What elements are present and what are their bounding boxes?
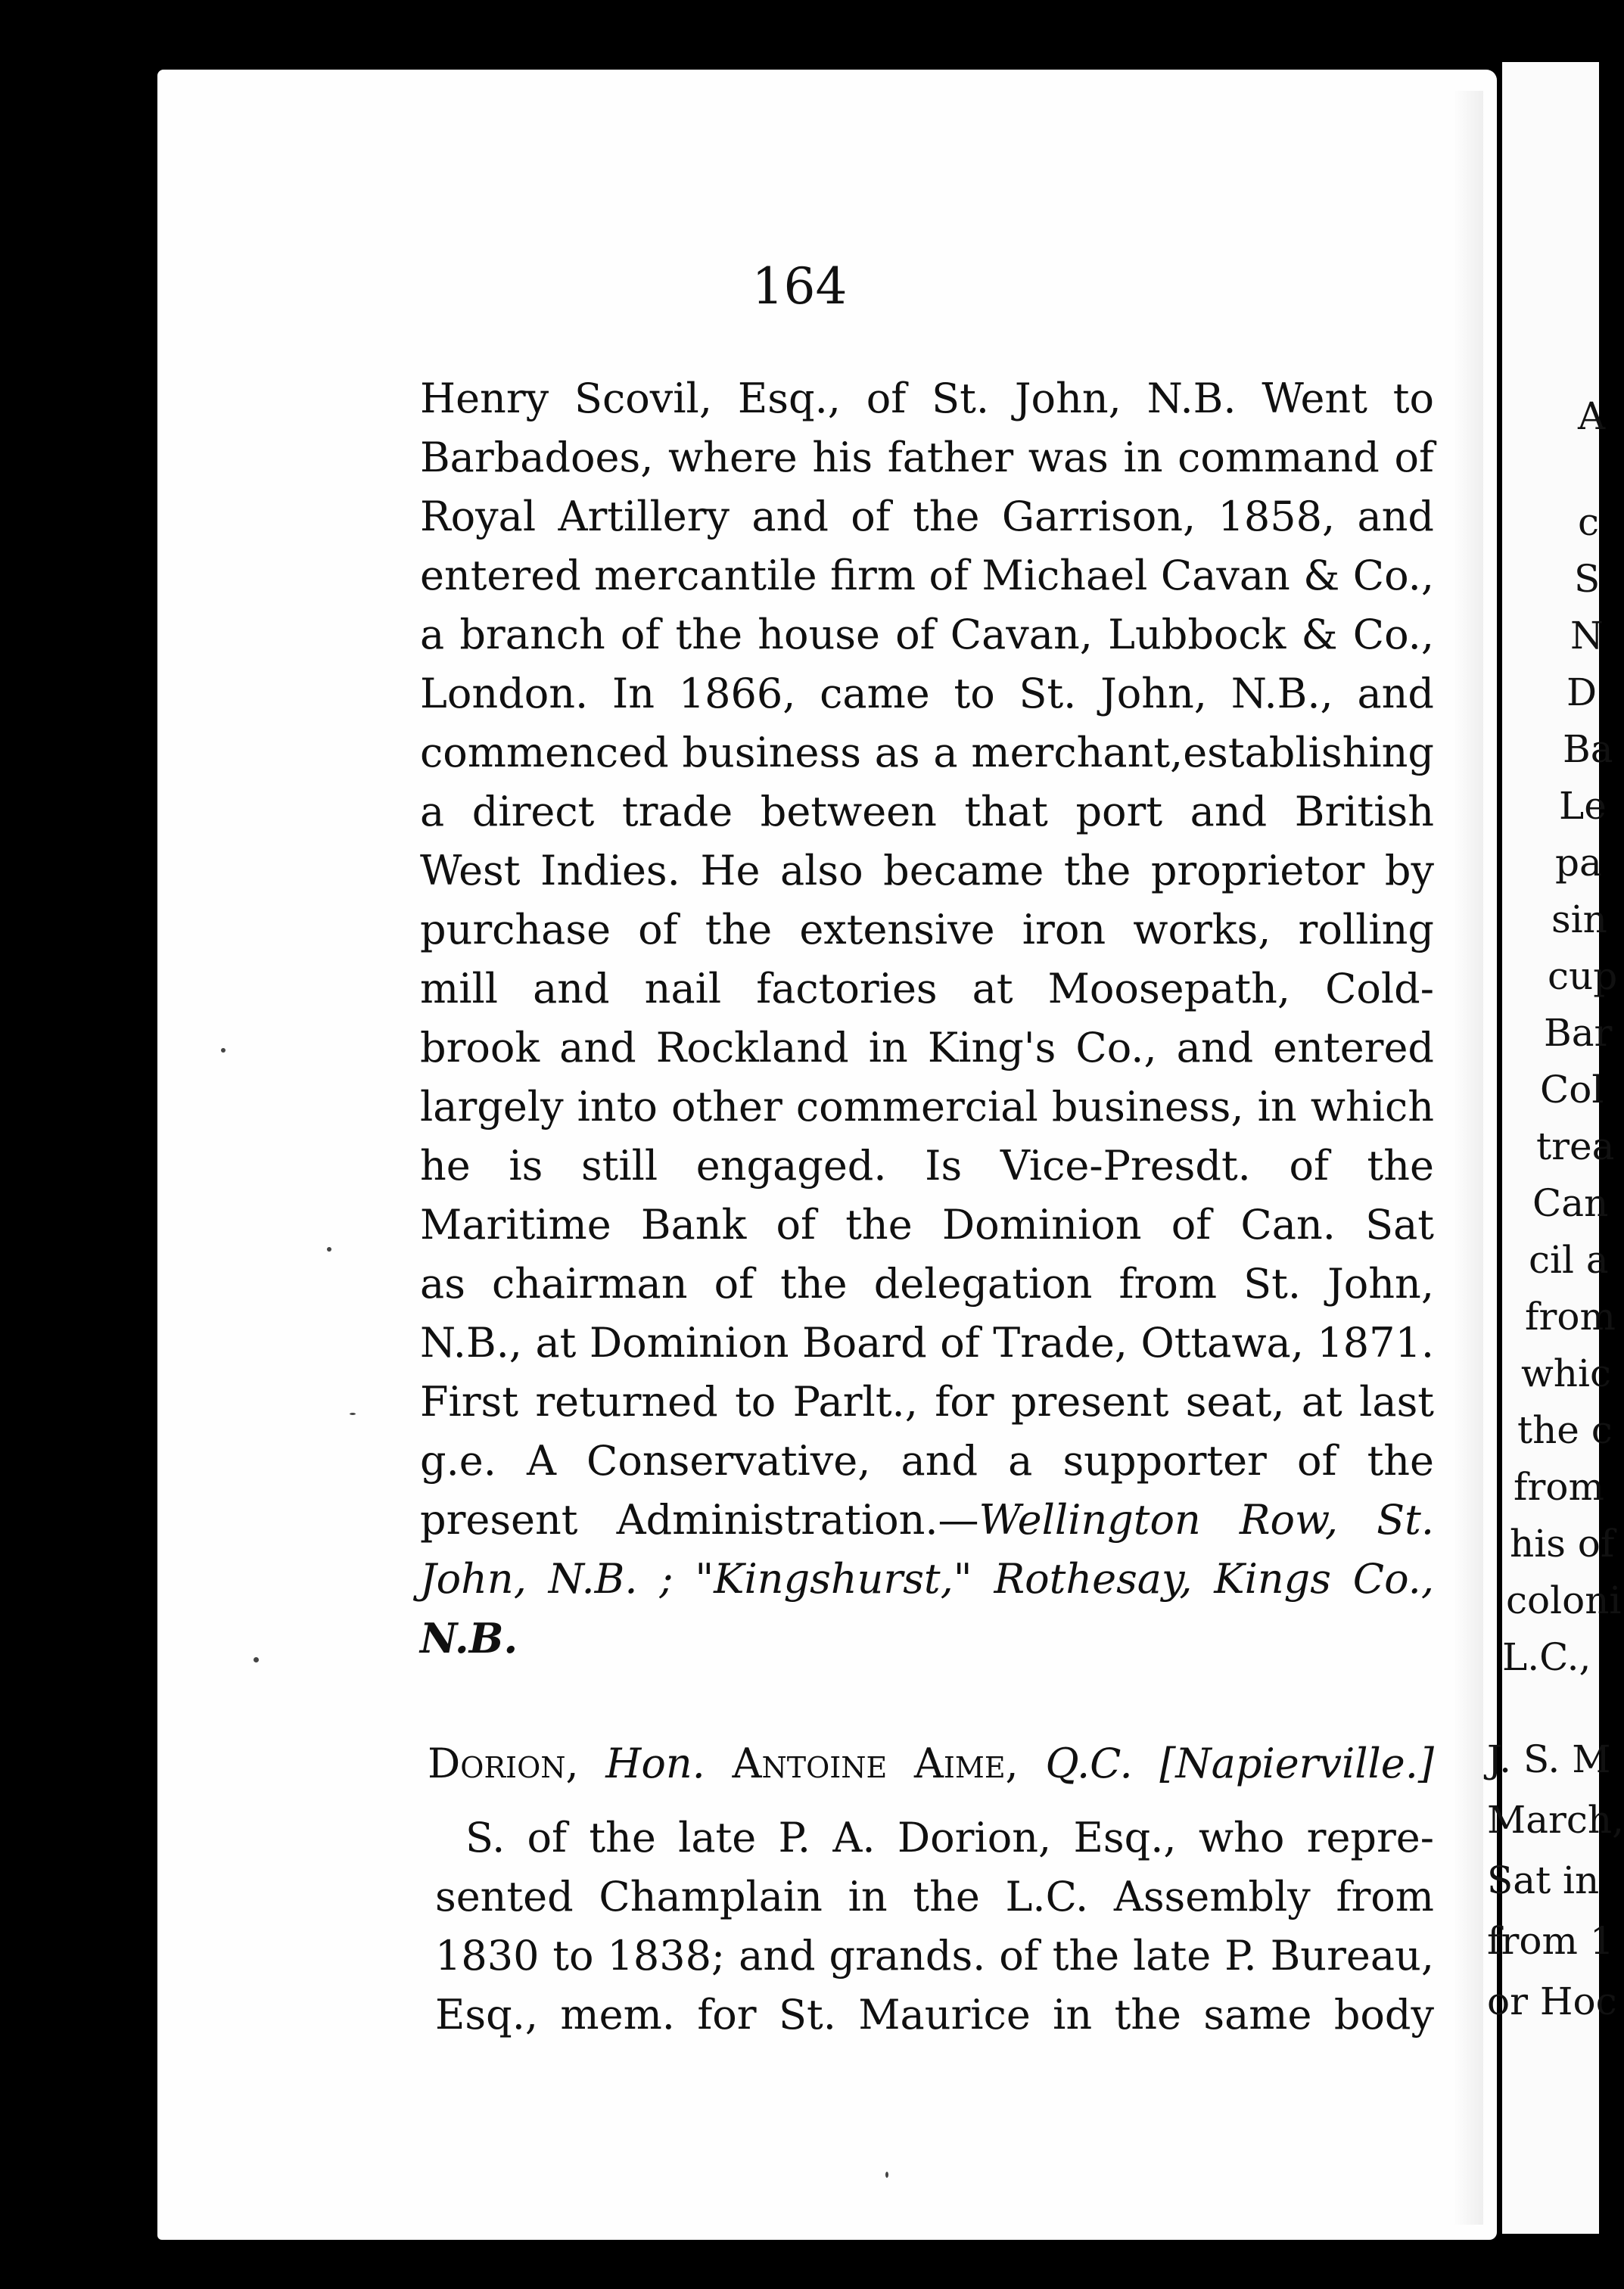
- text-line: West Indies. He also became the proprietor by: [420, 847, 1434, 894]
- address-italic: Wellington Row, St.: [978, 1496, 1434, 1544]
- fragment: coloni: [1506, 1578, 1622, 1622]
- fragment: from: [1514, 1465, 1604, 1509]
- entry-surname: Dorion,: [428, 1740, 579, 1787]
- fragment: his of: [1510, 1522, 1615, 1566]
- entry-constituency: [Napierville.]: [1159, 1740, 1434, 1787]
- text-line: First returned to Parlt., for present seat, at last: [420, 1378, 1434, 1426]
- fragment: A: [1578, 394, 1606, 438]
- speck-mark: [885, 2172, 888, 2178]
- fragment: from: [1525, 1295, 1616, 1339]
- fragment: c: [1578, 500, 1600, 544]
- entry-heading: [428, 1734, 1434, 1793]
- text-line: purchase of the extensive iron works, rolling: [420, 906, 1434, 953]
- text-line: a direct trade between that port and British: [420, 788, 1434, 835]
- speck-mark: [221, 1048, 226, 1053]
- fragment: from 1: [1487, 1919, 1614, 1963]
- fragment: N: [1570, 614, 1604, 658]
- address-line: [420, 1609, 1434, 1668]
- address-italic: John, N.B. ;: [420, 1555, 674, 1603]
- text-line: sented Champlain in the L.C. Assembly from: [435, 1873, 1434, 1920]
- text-line: Barbadoes, where his father was in command of: [420, 434, 1434, 481]
- address-italic: Rothesay, Kings Co.,: [994, 1555, 1434, 1603]
- speck-mark: [327, 1247, 331, 1252]
- text-line: Henry Scovil, Esq., of St. John, N.B. Went to: [420, 375, 1434, 422]
- entry-title: Hon.: [605, 1740, 705, 1787]
- fragment: March,: [1487, 1798, 1624, 1842]
- entry-given-names: Antoine Aime,: [732, 1740, 1019, 1787]
- text-line: S. of the late P. A. Dorion, Esq., who repre-: [465, 1814, 1434, 1861]
- fragment: cup: [1548, 954, 1618, 998]
- fragment: S: [1574, 557, 1601, 601]
- text-line: a branch of the house of Cavan, Lubbock & Co.,: [420, 611, 1434, 658]
- text-line: largely into other commercial business, in which: [420, 1083, 1434, 1131]
- text-line: commenced business as a merchant,establishing: [420, 729, 1434, 776]
- fragment: J. S. M: [1487, 1737, 1611, 1781]
- speck-mark: [254, 1657, 259, 1662]
- fragment: D: [1566, 670, 1598, 714]
- address-line: [420, 1550, 1434, 1609]
- text-line: Royal Artillery and of the Garrison, 1858, and: [420, 493, 1434, 540]
- page-number: 164: [751, 257, 848, 316]
- fragment: Ba: [1563, 727, 1613, 771]
- text-line: as chairman of the delegation from St. John,: [420, 1260, 1434, 1308]
- text-line: g.e. A Conservative, and a supporter of the: [420, 1437, 1434, 1485]
- fragment: or Hoc: [1487, 1980, 1617, 2023]
- text-line: he is still engaged. Is Vice-Presdt. of the: [420, 1142, 1434, 1190]
- fragment: pa: [1555, 841, 1602, 885]
- text-line: Maritime Bank of the Dominion of Can. Sat: [420, 1201, 1434, 1249]
- text-line: 1830 to 1838; and grands. of the late P. Bureau,: [435, 1932, 1434, 1980]
- fragment: Sat in: [1487, 1858, 1600, 1902]
- address-quoted: "Kingshurst,": [695, 1555, 972, 1603]
- fragment: the c: [1517, 1408, 1613, 1452]
- text-line: N.B., at Dominion Board of Trade, Ottawa, 1871.: [420, 1319, 1434, 1367]
- fragment: trea: [1536, 1124, 1615, 1168]
- address-italic: N.B.: [420, 1614, 518, 1662]
- speck-mark: [350, 1413, 356, 1415]
- address-plain: present Administration.—: [420, 1496, 979, 1544]
- text-line: Esq., mem. for St. Maurice in the same body: [435, 1991, 1434, 2039]
- fragment: L.C.,: [1502, 1635, 1591, 1679]
- entry-honour: Q.C.: [1045, 1740, 1133, 1787]
- fragment: Bar: [1544, 1011, 1613, 1055]
- text-line: entered mercantile firm of Michael Cavan & Co.,: [420, 552, 1434, 599]
- fragment: sin: [1551, 897, 1607, 941]
- fragment: Le: [1559, 784, 1607, 828]
- fragment: Can: [1532, 1181, 1609, 1225]
- text-line: mill and nail factories at Moosepath, Cold-: [420, 965, 1434, 1012]
- address-line: [420, 1491, 1434, 1550]
- text-line: London. In 1866, came to St. John, N.B., and: [420, 670, 1434, 717]
- fragment: Col: [1540, 1068, 1604, 1112]
- page-gutter-shadow: [1453, 91, 1483, 2225]
- fragment: whic: [1521, 1351, 1611, 1395]
- text-line: brook and Rockland in King's Co., and entered: [420, 1024, 1434, 1071]
- fragment: cil a: [1529, 1238, 1609, 1282]
